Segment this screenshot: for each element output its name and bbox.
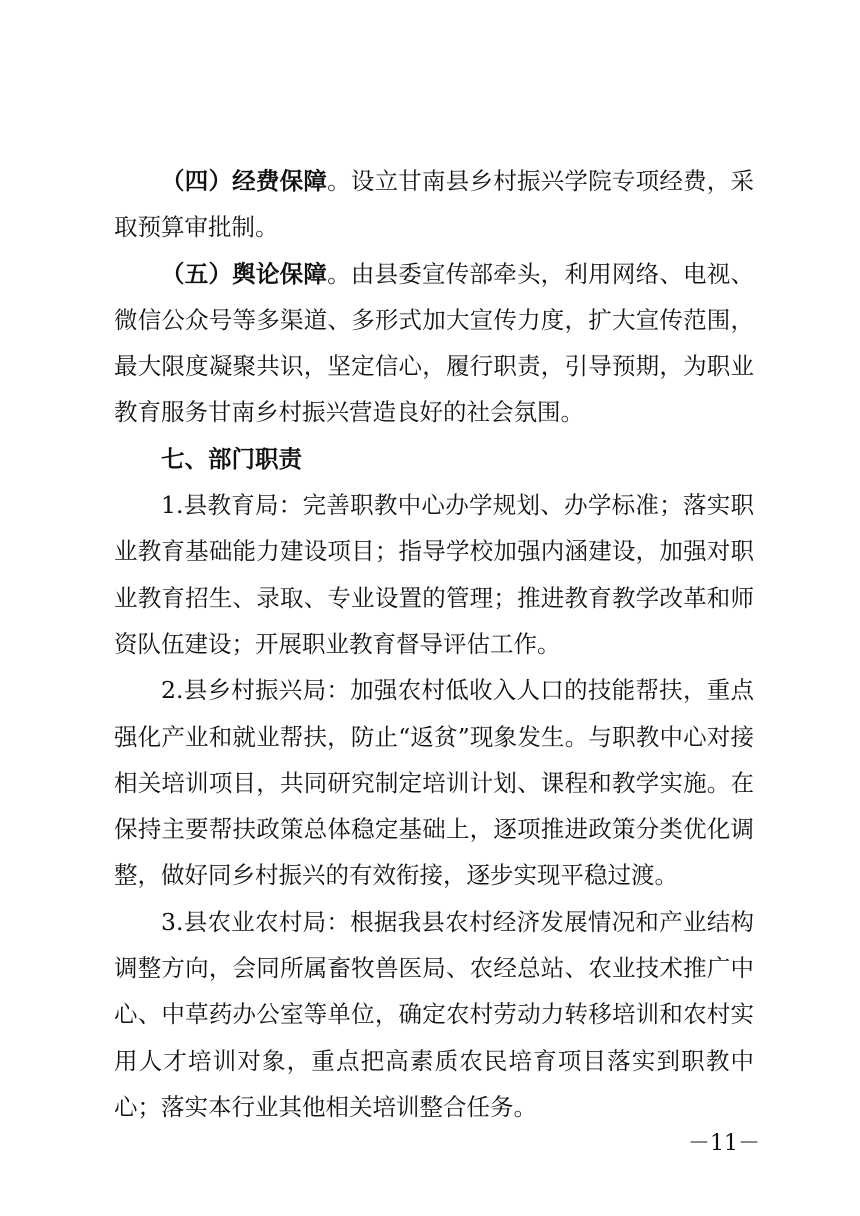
paragraph-funding-guarantee (114, 158, 754, 251)
section-heading: 七、部门职责 (161, 444, 302, 473)
document-body (114, 158, 754, 1130)
paragraph-text: 。设立甘南县乡村振兴学院专项经费，采取预算审批制。 (114, 167, 755, 242)
paragraph-agriculture-bureau: 3.县农业农村局：根据我县农村经济发展情况和产业结构调整方向，会同所属畜牧兽医局、农经总站、农业技术推广中心、中草药办公室等单位，确定农村劳动力转移培训和农村实用人才培训对象，重点把高素质农民培育项目落实到职教中心；落实本行业其他相关培训整合任务。 (114, 907, 754, 1121)
paragraph-lead: （五）舆论保障 (161, 259, 328, 288)
paragraph-lead: （四）经费保障 (161, 167, 328, 195)
paragraph-rural-revitalization-bureau: 2.县乡村振兴局：加强农村低收入人口的技能帮扶，重点强化产业和就业帮扶，防止“返贫”现象发生。与职教中心对接相关培训项目，共同研究制定培训计划、课程和教学实施。在保持主要帮扶政策总体稳定基础上，逐项推进政策分类优化调整，做好同乡村振兴的有效衔接，逐步实现平稳过渡。 (114, 676, 754, 890)
paragraph-text: 。由县委宣传部牵头，利用网络、电视、微信公众号等多渠道、多形式加大宣传力度，扩大宣传范围，最大限度凝聚共识，坚定信心，履行职责，引导预期，为职业教育服务甘南乡村振兴营造良好的社会氛围。 (114, 259, 755, 427)
paragraph-education-bureau: 1.县教育局：完善职教中心办学规划、办学标准；落实职业教育基础能力建设项目；指导学校加强内涵建设，加强对职业教育招生、录取、专业设置的管理；推进教育教学改革和师资队伍建设；开展职业教育督导评估工作。 (114, 491, 754, 658)
page-number: －11－ (688, 1131, 760, 1156)
paragraph-public-opinion-guarantee (114, 251, 754, 436)
